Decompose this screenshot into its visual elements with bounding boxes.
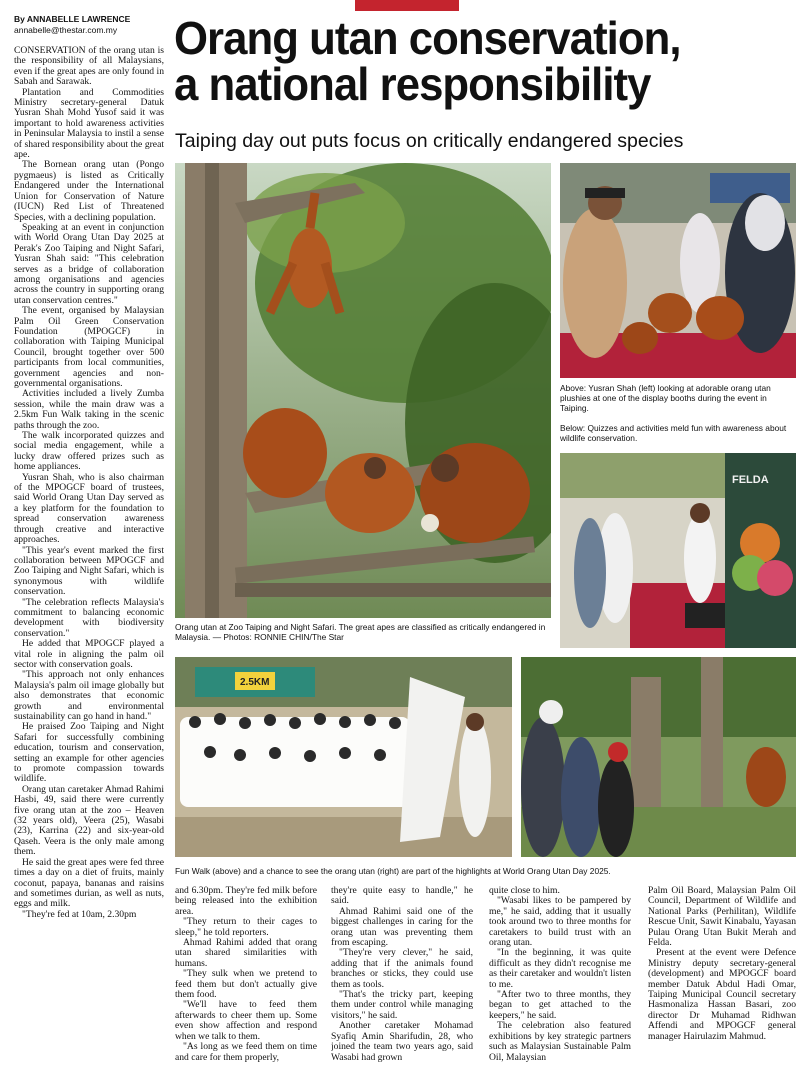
walk-banner-text: 2.5KM: [240, 677, 270, 688]
article-paragraph: "This year's event marked the first collaboration between MPOGCF and Zoo Taiping and Night Safari, which is synonymous with wildlife conservation.: [14, 544, 164, 598]
subheadline: Taiping day out puts focus on critically endangered species: [175, 130, 684, 152]
headline-line-2: a national responsibility: [174, 58, 651, 110]
caption-right-below: Below: Quizzes and activities meld fun with awareness about wildlife conservation.: [560, 423, 787, 444]
article-paragraph: "As long as we feed them on time and care for them properly,: [175, 1041, 317, 1063]
article-paragraph: "They're very clever," he said, adding that if the animals found branches or sticks, they could use them as tools.: [331, 947, 473, 990]
article-paragraph: "They're fed at 10am, 2.30pm: [22, 908, 137, 920]
article-paragraph: Ahmad Rahimi added that orang utan shared similarities with humans.: [175, 937, 317, 969]
bottom-column-1: [175, 886, 317, 1076]
photo-fun-walk-image: [175, 657, 512, 857]
article-paragraph: The celebration also featured exhibitions by key strategic partners such as Malaysian Sustainable Palm Oil, Malaysian: [489, 1020, 631, 1063]
article-paragraph: "Wasabi likes to be pampered by me," he said, adding that it usually took around two to three months for caretakers to build trust with an orang utan.: [489, 895, 631, 949]
bottom-column-3: [489, 886, 631, 1076]
headline-line-1: Orang utan conservation,: [174, 12, 681, 64]
byline-email[interactable]: annabelle@thestar.com.my: [14, 25, 118, 35]
byline-name: By ANNABELLE LAWRENCE: [14, 14, 131, 24]
photo-enclosure-image: [521, 657, 796, 857]
caption-right-above: Above: Yusran Shah (left) looking at adorable orang utan plushies at one of the display booths during the event in Taiping.: [560, 383, 771, 414]
article-paragraph: The Bornean orang utan (Pongo pygmaeus) is listed as Critically Endangered under the International Union for Conservation of Nature (IUCN) Red List of Threatened Species, with a declining population.: [14, 159, 164, 223]
bottom-column-2: [331, 886, 473, 1076]
article-paragraph: "They return to their cages to sleep," he told reporters.: [175, 916, 317, 938]
photo-quiz-booth: [560, 453, 796, 648]
article-paragraph: "The celebration reflects Malaysia's commitment to balancing economic development with biodiversity conservation.": [14, 596, 164, 639]
article-paragraph: Orang utan caretaker Ahmad Rahimi Hasbi, 49, said there were currently five orang utan at the zoo – Heaven (32 years old), Veera (25), Wasabi (23), Karrina (22) and six-year-old Qaseh. Veera is the only male among them.: [14, 783, 164, 858]
section-marker-bar: [355, 0, 459, 11]
article-paragraph: "That's the tricky part, keeping them under control while managing visitors," he said.: [331, 989, 473, 1021]
article-paragraph: quite close to him.: [489, 886, 560, 896]
article-paragraph: Speaking at an event in conjunction with World Orang Utan Day 2025 at Perak's Zoo Taiping and Night Safari, Yusran Shah said: "This celebration serves as a bridge of collaboration among organisations and agencies across the country in supporting orang utan conservation centres.": [14, 221, 164, 306]
bottom-column-4: [648, 886, 796, 1076]
main-photo-image: [175, 163, 551, 618]
article-paragraph: "We'll have to feed them afterwards to cheer them up. Some even show affection and respond when we talk to them.: [175, 999, 317, 1042]
article-paragraph: Present at the event were Defence Ministry deputy secretary-general (development) and MPOGCF board member Datuk Abdul Hadi Omar, Taiping Municipal Council secretary Hasmonaliza Hassan Basari, zoo director Dr Muhamad Ridhwan Affendi and MPOGCF general manager Hairulazim Mahmud.: [648, 947, 796, 1042]
article-paragraph: "They sulk when we pretend to feed them but don't actually give them food.: [175, 968, 317, 1001]
felda-banner-text: FELDA: [732, 474, 769, 486]
article-paragraph: Palm Oil Board, Malaysian Palm Oil Council, Department of Wildlife and National Parks (Perhilitan), Wildlife Rescue Unit, Sawit Kinabalu, Yayasan Pulau Orang Utan Bukit Merah and Felda.: [648, 886, 796, 949]
byline: [14, 14, 162, 36]
article-paragraph: He praised Zoo Taiping and Night Safari for successfully combining education, tourism and conservation, setting an example for other agencies to promote compassion towards wildlife.: [14, 721, 164, 785]
main-photo-orang-utan: [175, 163, 551, 618]
article-paragraph: Ahmad Rahimi said one of the biggest challenges in caring for the orang utan was preventing them from escaping.: [331, 905, 473, 949]
article-paragraph: CONSERVATION of the orang utan is the responsibility of all Malaysians, even if the great apes are only found in Sabah and Sarawak.: [14, 46, 164, 88]
article-paragraph: "This approach not only enhances Malaysia's palm oil image globally but also demonstrates that economic growth and environmental sustainability can go hand in hand.": [14, 669, 164, 722]
article-paragraph: and 6.30pm. They're fed milk before being released into the exhibition area.: [175, 886, 317, 917]
article-paragraph: Another caretaker Mohamad Syafiq Amin Sharifudin, 28, who joined the team two years ago, said Wasabi had grown: [331, 1020, 473, 1063]
photo-booth-image: [560, 163, 796, 378]
article-paragraph: Activities included a lively Zumba session, while the main draw was a 2.5km Fun Walk taking in the scenic paths through the zoo.: [14, 388, 164, 431]
article-paragraph: He said the great apes were fed three times a day on a diet of fruits, mainly coconut, papaya, bananas and raisins and sometimes durian, as well as nuts, eggs and milk.: [14, 856, 164, 910]
photo-orang-utan-enclosure: [521, 657, 796, 857]
photo-fun-walk: [175, 657, 512, 857]
article-paragraph: He added that MPOGCF played a vital role in aligning the palm oil sector with conservation goals.: [14, 638, 164, 670]
caption-bottom: Fun Walk (above) and a chance to see the orang utan (right) are part of the highlights at World Orang Utan Day 2025.: [175, 866, 611, 876]
caption-main-photo: Orang utan at Zoo Taiping and Night Safari. The great apes are classified as critically endangered in Malaysia. — Photos: RONNIE CHIN/The Star: [175, 622, 546, 643]
article-paragraph: Yusran Shah, who is also chairman of the MPOGCF board of trustees, said World Orang Utan Day served as a key platform for the foundation to spread conservation awareness through creative and interactive approaches.: [14, 471, 164, 546]
article-paragraph: Plantation and Commodities Ministry secretary-general Datuk Yusran Shah Mohd Yusof said it was important to hold awareness activities in Peninsular Malaysia to instil a sense of shared responsibility about the great ape.: [14, 86, 164, 161]
photo-quiz-image: [560, 453, 796, 648]
article-paragraph: The walk incorporated quizzes and social media engagement, while a lucky draw offered prizes such as home appliances.: [14, 430, 164, 473]
article-paragraph: "After two to three months, they began to get attached to the keepers," he said.: [489, 989, 631, 1021]
article-paragraph: "In the beginning, it was quite difficult as they didn't recognise me as their caretaker and wouldn't listen to me.: [489, 947, 631, 990]
article-paragraph: The event, organised by Malaysian Palm Oil Green Conservation Foundation (MPOGCF) in collaboration with Taiping Municipal Council, brought together over 500 participants from local communities, government agencies and non-governmental organisations.: [14, 305, 164, 389]
article-paragraph: they're quite easy to handle," he said.: [331, 886, 473, 907]
left-column: [14, 46, 164, 1076]
photo-plushie-booth: [560, 163, 796, 378]
headline: [174, 12, 773, 110]
